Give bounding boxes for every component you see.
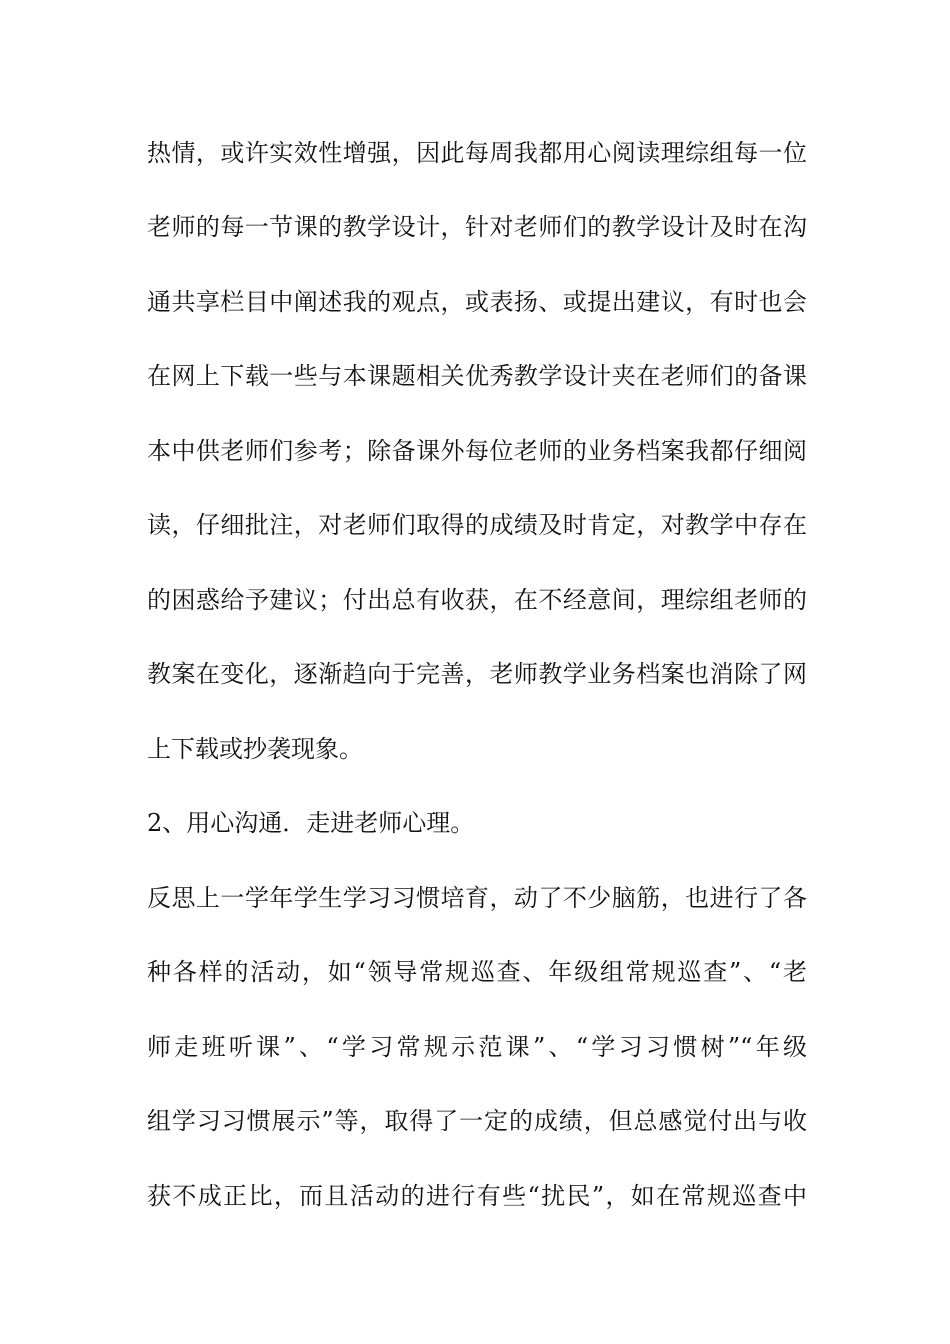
text-line: 读，仔细批注，对老师们取得的成绩及时肯定，对教学中存在 [147, 511, 807, 539]
text-line: 组学习习惯展示”等，取得了一定的成绩，但总感觉付出与收 [147, 1107, 807, 1135]
text-line: 本中供老师们参考；除备课外每位老师的业务档案我都仔细阅 [147, 437, 807, 465]
text-line: 热情，或许实效性增强，因此每周我都用心阅读理综组每一位 [147, 139, 807, 167]
text-line: 获不成正比，而且活动的进行有些“扰民”，如在常规巡查中 [147, 1182, 807, 1210]
text-line: 的困惑给予建议；付出总有收获，在不经意间，理综组老师的 [147, 586, 807, 614]
section-heading: 2、用心沟通．走进老师心理。 [147, 809, 475, 837]
text-line: 种各样的活动，如“领导常规巡查、年级组常规巡查”、“老 [147, 958, 807, 986]
text-line: 反思上一学年学生学习习惯培育，动了不少脑筋，也进行了各 [147, 884, 807, 912]
text-line: 老师的每一节课的教学设计，针对老师们的教学设计及时在沟 [147, 213, 807, 241]
text-line: 在网上下载一些与本课题相关优秀教学设计夹在老师们的备课 [147, 362, 807, 390]
text-line: 教案在变化，逐渐趋向于完善，老师教学业务档案也消除了网 [147, 660, 807, 688]
text-line: 通共享栏目中阐述我的观点，或表扬、或提出建议，有时也会 [147, 288, 807, 316]
text-line: 师走班听课”、“学习常规示范课”、“学习习惯树”“年级 [147, 1033, 807, 1061]
text-line: 上下载或抄袭现象。 [147, 735, 363, 763]
